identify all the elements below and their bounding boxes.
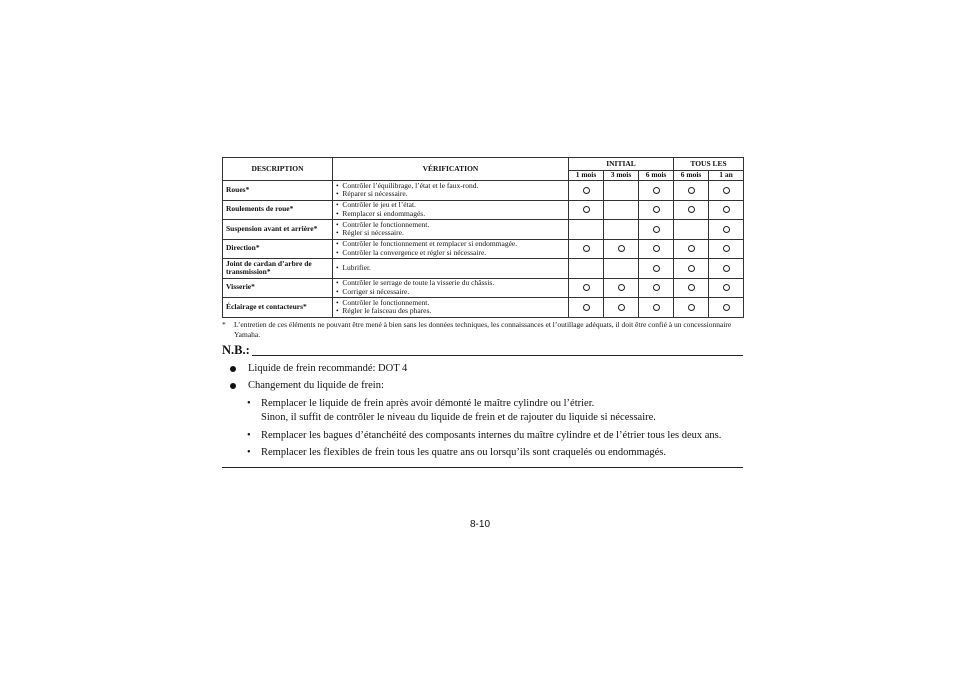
interval-cell <box>569 220 604 240</box>
maintenance-table <box>222 157 744 318</box>
row-checks <box>333 181 569 201</box>
check-item: • Régler le faisceau des phares. <box>336 307 565 316</box>
interval-cell <box>674 200 709 220</box>
check-item: • Contrôler le fonctionnement. <box>336 299 565 308</box>
note-item-text: Liquide de frein recommandé: DOT 4 <box>248 362 408 374</box>
footnote-text: L’entretien de ces éléments ne pouvant être mené à bien sans les données techniques, les connaissances et l’outillage adéquats, il doit être confié à un concessionnaire Yamaha. <box>234 319 732 339</box>
interval-cell <box>674 298 709 318</box>
interval-cell <box>709 181 744 201</box>
circle-mark-icon <box>723 284 730 291</box>
row-checks <box>333 220 569 240</box>
circle-mark-icon <box>688 304 695 311</box>
circle-mark-icon <box>618 284 625 291</box>
circle-mark-icon <box>583 304 590 311</box>
note-subitem-text <box>261 397 656 426</box>
interval-cell <box>709 259 744 279</box>
header-verification: VÉRIFICATION <box>333 158 569 181</box>
row-checks <box>333 259 569 279</box>
table-body <box>223 181 744 318</box>
check-item: • Lubrifier. <box>336 264 565 273</box>
check-item: • Contrôler l’équilibrage, l’état et le faux-rond. <box>336 182 565 191</box>
interval-cell <box>639 200 674 220</box>
note-subitem-line: Remplacer les bagues d’étanchéité des composants internes du maître cylindre et de l’étrier tous les deux ans. <box>261 429 722 441</box>
interval-cell <box>709 200 744 220</box>
bullet-icon: • <box>247 397 251 409</box>
circle-mark-icon <box>688 265 695 272</box>
interval-cell <box>674 239 709 259</box>
interval-cell <box>604 200 639 220</box>
check-item: • Remplacer si endommagés. <box>336 210 565 219</box>
row-checks <box>333 239 569 259</box>
interval-cell <box>569 298 604 318</box>
circle-mark-icon <box>688 206 695 213</box>
circle-mark-icon <box>618 245 625 252</box>
bullet-dot-icon <box>230 366 236 372</box>
table-row <box>223 181 744 201</box>
interval-cell <box>639 259 674 279</box>
interval-cell <box>604 239 639 259</box>
page-number: 8-10 <box>469 519 490 530</box>
interval-cell <box>709 298 744 318</box>
interval-cell <box>604 278 639 298</box>
circle-mark-icon <box>653 304 660 311</box>
note-item <box>222 362 743 377</box>
note-top-rule <box>252 355 743 356</box>
check-item: • Contrôler le jeu et l’état. <box>336 201 565 210</box>
circle-mark-icon <box>688 284 695 291</box>
table-row <box>223 278 744 298</box>
note-subitem-line: Remplacer le liquide de frein après avoir démonté le maître cylindre ou l’étrier. <box>261 397 595 409</box>
bullet-icon: • <box>247 447 251 458</box>
circle-mark-icon <box>653 226 660 233</box>
interval-cell <box>604 298 639 318</box>
period-header: 1 mois <box>569 171 604 181</box>
header-description: DESCRIPTION <box>223 158 333 181</box>
check-item: • Régler si nécessaire. <box>336 229 565 238</box>
circle-mark-icon <box>653 265 660 272</box>
interval-cell <box>639 181 674 201</box>
interval-cell <box>604 181 639 201</box>
interval-cell <box>674 181 709 201</box>
check-item: • Contrôler le serrage de toute la visserie du châssis. <box>336 279 565 288</box>
interval-cell <box>569 239 604 259</box>
note-body <box>222 357 743 461</box>
interval-cell <box>569 181 604 201</box>
interval-cell <box>569 278 604 298</box>
table-row <box>223 200 744 220</box>
check-item: • Réparer si nécessaire. <box>336 190 565 199</box>
row-description: Roulements de roue* <box>223 200 333 220</box>
note-bottom-rule <box>222 467 743 468</box>
interval-cell <box>639 298 674 318</box>
note-block <box>222 344 743 468</box>
footnote-symbol: * <box>222 319 226 329</box>
note-subitem <box>222 446 743 461</box>
row-checks <box>333 278 569 298</box>
table-row <box>223 259 744 279</box>
circle-mark-icon <box>583 245 590 252</box>
note-label: N.B.: <box>222 342 250 357</box>
interval-cell <box>639 239 674 259</box>
check-item: • Contrôler le fonctionnement et remplacer si endommagée. <box>336 240 565 249</box>
period-header: 1 an <box>709 171 744 181</box>
circle-mark-icon <box>688 187 695 194</box>
note-item <box>222 379 743 394</box>
note-subitem-line: Remplacer les flexibles de frein tous les quatre ans ou lorsqu’ils sont craquelés ou endommagés. <box>261 447 667 458</box>
interval-cell <box>674 220 709 240</box>
circle-mark-icon <box>723 187 730 194</box>
header-initial: INITIAL <box>569 158 674 171</box>
check-item: • Contrôler le fonctionnement. <box>336 221 565 230</box>
interval-cell <box>639 278 674 298</box>
circle-mark-icon <box>583 284 590 291</box>
row-description: Joint de cardan d’arbre de transmission* <box>223 259 333 279</box>
circle-mark-icon <box>723 226 730 233</box>
period-header: 6 mois <box>674 171 709 181</box>
interval-cell <box>569 200 604 220</box>
header-tous-les: TOUS LES <box>674 158 744 171</box>
circle-mark-icon <box>723 206 730 213</box>
period-header: 3 mois <box>604 171 639 181</box>
note-subitem-line: Sinon, il suffit de contrôler le niveau du liquide de frein et de rajouter du liquide si nécessaire. <box>261 412 656 423</box>
interval-cell <box>674 278 709 298</box>
circle-mark-icon <box>723 245 730 252</box>
row-description: Roues* <box>223 181 333 201</box>
row-description: Visserie* <box>223 278 333 298</box>
table-row <box>223 239 744 259</box>
circle-mark-icon <box>583 206 590 213</box>
interval-cell <box>604 220 639 240</box>
bullet-icon: • <box>247 429 251 441</box>
interval-cell <box>709 239 744 259</box>
circle-mark-icon <box>618 304 625 311</box>
interval-cell <box>639 220 674 240</box>
note-item-text: Changement du liquide de frein: <box>248 380 384 391</box>
row-description: Suspension avant et arrière* <box>223 220 333 240</box>
row-description: Éclairage et contacteurs* <box>223 298 333 318</box>
circle-mark-icon <box>653 284 660 291</box>
table-row <box>223 220 744 240</box>
table-row <box>223 298 744 318</box>
note-subitem-text <box>261 429 721 444</box>
check-item: • Contrôler la convergence et régler si nécessaire. <box>336 249 565 258</box>
circle-mark-icon <box>653 206 660 213</box>
circle-mark-icon <box>653 245 660 252</box>
circle-mark-icon <box>723 265 730 272</box>
row-checks <box>333 298 569 318</box>
period-header: 6 mois <box>639 171 674 181</box>
circle-mark-icon <box>583 187 590 194</box>
interval-cell <box>674 259 709 279</box>
interval-cell <box>569 259 604 279</box>
check-item: • Corriger si nécessaire. <box>336 288 565 297</box>
interval-cell <box>604 259 639 279</box>
circle-mark-icon <box>723 304 730 311</box>
note-subitem <box>222 429 743 444</box>
interval-cell <box>709 278 744 298</box>
note-subitem-text <box>261 446 666 461</box>
bullet-dot-icon <box>230 383 236 389</box>
circle-mark-icon <box>688 245 695 252</box>
note-header <box>222 344 743 357</box>
interval-cell <box>709 220 744 240</box>
circle-mark-icon <box>653 187 660 194</box>
row-checks <box>333 200 569 220</box>
row-description: Direction* <box>223 239 333 259</box>
note-subitem <box>222 397 743 426</box>
footnote <box>222 320 743 341</box>
manual-content <box>222 157 743 468</box>
